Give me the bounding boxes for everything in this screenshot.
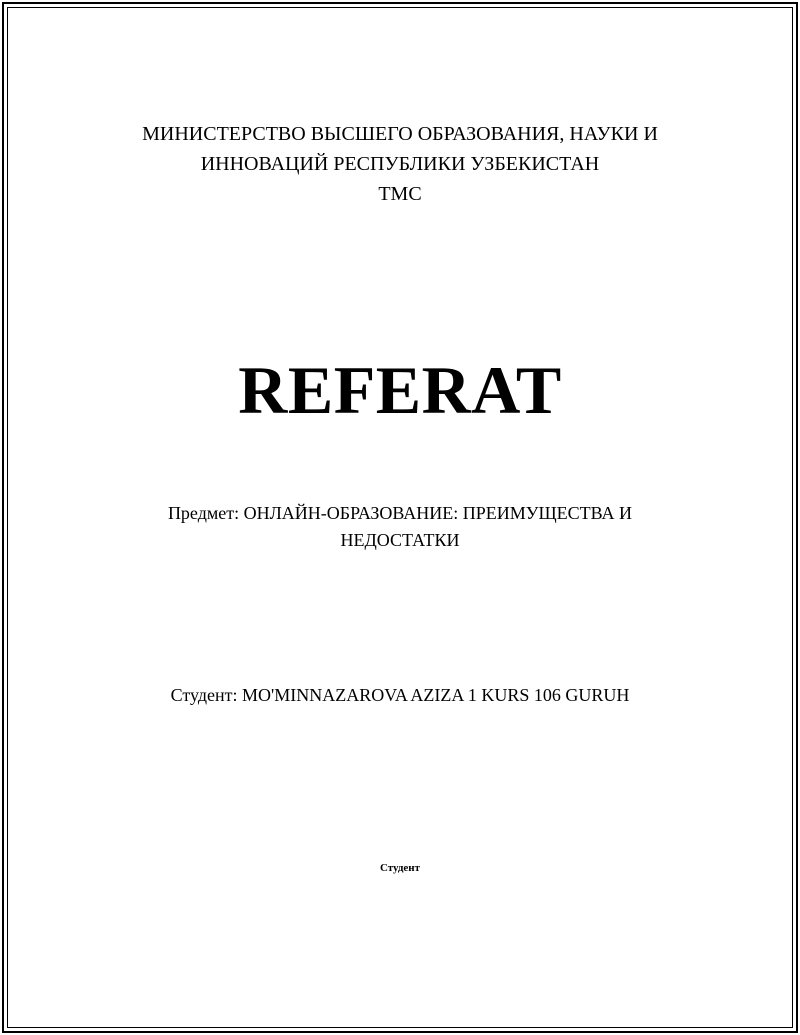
footer-student-label: Студент [379, 862, 421, 874]
institution-name: TMC [378, 183, 422, 205]
document-title: REFERAT [238, 352, 562, 428]
student-block [0, 682, 800, 709]
student-label: Студент: [170, 685, 238, 705]
subject-value-line-1: ОНЛАЙН-ОБРАЗОВАНИЕ: ПРЕИМУЩЕСТВА И [243, 503, 633, 523]
subject-label: Предмет: [167, 503, 240, 523]
ministry-header [0, 119, 800, 209]
subject-line-1 [0, 500, 800, 527]
ministry-line-2: ИННОВАЦИЙ РЕСПУБЛИКИ УЗБЕКИСТАН [200, 153, 600, 175]
subject-block [0, 500, 800, 554]
subject-value-line-2: НЕДОСТАТКИ [340, 530, 460, 550]
student-value: MO'MINNAZAROVA AZIZA 1 KURS 106 GURUH [241, 685, 630, 705]
ministry-line-1: МИНИСТЕРСТВО ВЫСШЕГО ОБРАЗОВАНИЯ, НАУКИ И [142, 123, 658, 145]
